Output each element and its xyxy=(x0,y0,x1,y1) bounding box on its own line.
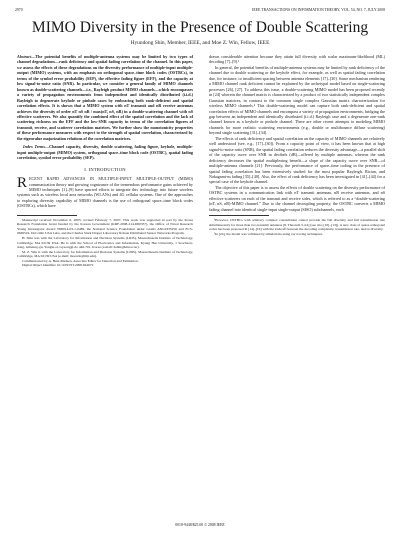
footnote-manuscript: Manuscript received November 6, 2005; revised February 7, 2007. This work was supported in part by the Korea Research Foundation Grant funded by the Korean Government (KRF-2008-214-D00357), the Office of Naval Research Young Investigator Award N00014-03-1-0489, the National Science Foundation under Grants ANI-0335256 and ECS-0636519, DoCoMo USA Labs, and the Charles Stark Draper Laboratory Robust Distributed Sensor Networks Program. xyxy=(17,217,193,236)
abstract-lead: Abstract xyxy=(17,54,32,59)
right-para-0: drawn considerable attention because they attain full diversity with scalar maximum-likelihood (ML) decoding [7]–[9].¹ xyxy=(209,54,385,65)
footnote-rule xyxy=(17,215,77,216)
footnote-shin: H. Shin was with the Laboratory for Information and Decision Systems (LIDS), Massachusetts Institute of Technology, Cambridge, MA 02139 USA. He is with the School of Electronics and Information, Kyung Hee University, 1 Seocheon-dong, Giheung-gu, Yongin-si, Gyeonggi-do 446-701, Korea (e-mail: hshin@khu.ac.kr). xyxy=(17,235,193,250)
left-column xyxy=(17,54,193,268)
footnote-rule-right xyxy=(209,215,269,216)
drop-cap: R xyxy=(17,175,28,192)
index-terms xyxy=(17,144,193,160)
section-heading-introduction: I. INTRODUCTION xyxy=(84,166,126,172)
intro-lead: ECENT RAPID ADVANCES IN MULTIPLE-INPUT MULTIPLE-OUTPUT xyxy=(29,176,175,182)
footnote-1: ¹However, OSTBCs with arbitrary complex constellation cannot provide the full diversity and full transmission rate simultaneously for more than two transmit antennas [8, Theorem 5.4.2] (see also [10]–[13]). A new class of quasi-orthogonal codes has been proposed in [14]–[16] with the tradeoff between the decoding complexity, transmission rate, and/or diversity. xyxy=(209,218,385,232)
footnote-communicated: Communicated by A. Høst-Madsen, Associate Editor for Detection and Estimation. xyxy=(22,258,139,263)
footnotes-right xyxy=(209,218,385,236)
index-terms-body: —Channel capacity, diversity, double scattering, fading figure, keyhole, multiple-input multiple-output (MIMO) system, orthogonal space–time block code (OSTBC), spatial fading correlation, symbol error probability (SEP). xyxy=(17,144,194,161)
right-para-2: The effects of rank deficiency and spatial correlation on the capacity of MIMO channels are relatively well understood (see, e.g., [17]–[30]). From a capacity point of view, it has been known that at high signal-to-noise ratio (SNR), the spatial fading correlation reduces the diversity advantage—a parallel shift of the capacity curve over SNR in decibels (dB)—offered by multiple antennas, whereas the rank deficiency decreases the spatial multiplexing benefit—a slope of the capacity curve over SNR—of multiple-antenna channels [21]. Previously, the performance of space–time coding in the presence of spatial fading correlation has been extensively studied for the most popular Rayleigh, Rician, and Nakagami-m fading [35]–[40]. Also, the effect of rank deficiency has been investigated in [41]–[44] for a special case of the keyhole channel. xyxy=(209,135,385,185)
copyright-footer: 0018-9448/$25.00 © 2008 IEEE xyxy=(175,523,225,527)
abstract xyxy=(17,54,193,141)
footnote-doi: Digital Object Identifier 10.1109/TIT.2008.924672 xyxy=(22,263,94,268)
right-para-1: In general, the potential benefits of multiple-antenna systems may be limited by rank deficiency of the channel due to double scattering or the keyhole effect, for example, as well as spatial fading correlation due, for instance, to insufficient spacing between antenna elements [17]–[30]. Some mechanism rendering a MIMO channel rank deficient cannot be explained by the archetypal model based on single-scattering processes [26], [27]. To address this issue, a double-scattering MIMO model has been proposed recently in [24] wherein the channel matrix is characterized by a product of two statistically independent complex Gaussian matrices, in contrast to the common single complex Gaussian matrix characterization for wireless MIMO channels.² This double-scattering model can capture both rank-deficient and spatial correlation effects of MIMO channels and encompass a variety of propagation environments, bridging the gap between an independent and identically distributed (i.i.d.) Rayleigh case and a degenerate one-rank channel known as a keyhole or pinhole channel. There are other recent attempts to modeling MIMO channels for more realistic scattering environments (e.g., double or multibounce diffuse scattering) beyond single scattering [31]–[34]. xyxy=(209,64,385,136)
footnote-2: ²In [24], the model was validated by simulations using ray tracing techniques. xyxy=(214,231,323,236)
intro-paragraph xyxy=(17,176,193,209)
page-number: 2970 xyxy=(15,8,23,12)
author-line: Hyundong Shin, Member, IEEE, and Moe Z. Win, Fellow, IEEE xyxy=(130,40,270,46)
running-header xyxy=(15,8,385,16)
right-column xyxy=(209,54,385,236)
journal-header: IEEE TRANSACTIONS ON INFORMATION THEORY, VOL. 54, NO. 7, JULY 2008 xyxy=(252,8,385,12)
right-para-3: The objective of this paper is to assess the effects of double scattering on the diversity performance of OSTBC systems in a communication link with nT transmit antennas, nR receive antennas, and nS effective scatterers on each of the transmit and receive sides, which is referred to as a “double-scattering (nT, nS, nR)-MIMO channel.” Due to the channel decoupling property, the OSTBC converts a MIMO fading channel into identical single-input single-output (SISO) subchannels, each xyxy=(209,184,385,212)
footnotes-left xyxy=(17,218,193,268)
intro-body: (MIMO) communication theory and growing cognizance of the tremendous performance gains achieved by MIMO techniques [1]–[9] have spurred efforts to integrate this technology into future wireless systems such as wireless local area networks (WLANs) and 4G cellular systems. One of the approaches to exploring diversity capability of MIMO channels is the use of orthogonal space–time block codes (OSTBCs), which have xyxy=(17,176,193,209)
footnote-win: M. Z. Win is with the Laboratory for Information and Decision Systems (LIDS), Massachusetts Institute of Technology, Cambridge, MA 02139 USA (e-mail: moewin@mit.edu). xyxy=(17,249,193,259)
index-terms-lead: Index Terms xyxy=(23,144,45,150)
abstract-body: —The potential benefits of multiple-antenna systems may be limited by two types of channel degradations—rank deficiency and spatial fading correlation of the channel. In this paper, we assess the effects of these degradations on the diversity performance of multiple-input multiple-output (MIMO) systems, with an emphasis on orthogonal space–time block codes (OSTBCs), in terms of the symbol error probability (SEP), the effective fading figure (EFF), and the capacity at low signal-to-noise ratio (SNR). In particular, we consider a general family of MIMO channels known as double-scattering channels—i.e., Rayleigh product MIMO channels—which encompasses a variety of propagation environments from independent and identically distributed (i.i.d.) Rayleigh to degenerate keyhole or pinhole cases by embracing both rank-deficient and spatial correlation effects. It is shown that a MIMO system with nT transmit and nR receive antennas achieves the diversity of order nT nS nR / max(nT, nS, nR) in a double-scattering channel with nS effective scatterers. We also quantify the combined effect of the spatial correlation and the lack of scattering richness on the EFF and the low-SNR capacity in terms of the correlation figures of transmit, receive, and scatterer correlation matrices. We further show the monotonicity properties of these performance measures with respect to the strength of spatial correlation, characterized by the eigenvalue majorization relations of the correlation matrices. xyxy=(17,54,193,141)
paper-title: MIMO Diversity in the Presence of Double Scattering xyxy=(31,19,369,36)
